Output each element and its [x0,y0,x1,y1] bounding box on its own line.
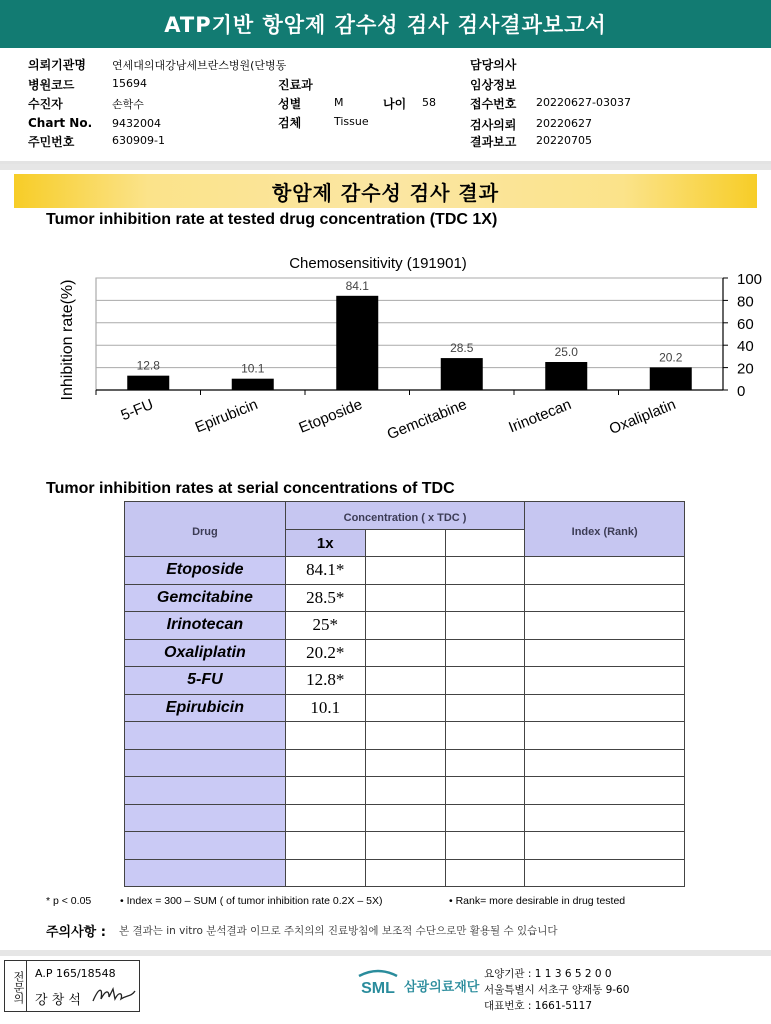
hospital-code-value: 15694 [112,77,147,90]
x-category-label: Oxaliplatin [606,395,679,438]
empty-cell [365,777,445,805]
concentration-1x-header: 1x [285,529,365,557]
result-banner: 항암제 감수성 검사 결과 [14,174,757,208]
rate-1x-cell [285,804,365,832]
rate-1x-cell: 84.1* [285,557,365,585]
empty-cell [525,667,685,695]
care-institution-code: 요양기관 : 1 1 3 6 5 2 0 0 [484,968,612,980]
sex-label: 성별 [278,97,302,111]
empty-cell [445,557,525,585]
drug-name-cell [125,832,286,860]
chemosensitivity-chart [40,248,771,468]
y-tick-label: 100 [737,271,763,288]
rate-1x-cell: 28.5* [285,584,365,612]
table-row [125,584,685,612]
table-row [125,612,685,640]
y-tick-label: 80 [737,293,754,311]
caution-label: 주의사항 : [46,925,106,940]
divider [0,164,771,170]
chart-no-value: 9432004 [112,117,161,130]
bar-etoposide [336,296,378,390]
plot-frame [96,278,723,390]
rate-1x-cell: 25* [285,612,365,640]
id-no-label: 주민번호 [28,135,75,149]
drug-column-header: Drug [125,502,286,557]
empty-cell [445,832,525,860]
empty-cell [525,694,685,722]
drug-name-cell: Irinotecan [125,612,286,640]
age-value: 58 [422,96,436,109]
rate-1x-cell [285,722,365,750]
hospital-code-label: 병원코드 [28,78,75,92]
empty-cell [445,612,525,640]
empty-cell [445,749,525,777]
empty-cell [445,667,525,695]
rate-1x-cell: 12.8* [285,667,365,695]
empty-cell [525,804,685,832]
table-row [125,832,685,860]
institution-label: 의뢰기관명 [28,58,86,72]
drug-name-cell: Gemcitabine [125,584,286,612]
y-tick-label: 20 [737,360,754,378]
rate-1x-cell [285,832,365,860]
drug-name-cell [125,749,286,777]
drug-name-cell: Etoposide [125,557,286,585]
request-date-value: 20220627 [536,117,592,130]
empty-cell [525,612,685,640]
drug-name-cell [125,804,286,832]
bar-epirubicin [232,379,274,390]
logo-text: SML [361,980,395,997]
empty-cell [365,612,445,640]
empty-cell [365,639,445,667]
signature-icon [91,983,137,1007]
bar-5-fu [127,376,169,390]
index-formula-note: • Index = 300 – SUM ( of tumor inhibition rate 0.2X – 5X) [120,895,383,907]
empty-cell [525,859,685,887]
id-no-value: 630909-1 [112,134,165,147]
empty-cell [365,832,445,860]
table-row [125,749,685,777]
org-address: 서울특별시 서초구 양재동 9-60 [484,984,630,996]
report-date-label: 결과보고 [470,135,517,149]
empty-cell [365,557,445,585]
report-title: ATP기반 항암제 감수성 검사 검사결과보고서 [0,0,771,48]
empty-cell [365,667,445,695]
bar-value-label: 12.8 [136,358,160,373]
clinical-info-label: 임상정보 [470,78,517,92]
bar-chart [40,248,771,468]
rate-1x-cell: 10.1 [285,694,365,722]
patient-label: 수진자 [28,97,63,111]
chart-no-label: Chart No. [28,116,93,130]
x-category-label: Irinotecan [506,395,574,437]
empty-cell [365,584,445,612]
concentration-column-header: Concentration ( x TDC ) [285,502,525,530]
sml-logo-icon [356,968,400,998]
empty-cell [365,694,445,722]
table-row [125,694,685,722]
bar-oxaliplatin [650,367,692,390]
empty-cell [525,557,685,585]
empty-cell [525,639,685,667]
institution-value: 연세대의대강남세브란스병원(단병동 [112,59,287,72]
age-label: 나이 [383,97,407,111]
index-rank-column-header: Index (Rank) [525,502,685,557]
empty-cell [525,749,685,777]
empty-cell [445,804,525,832]
concentration-empty-header [445,529,525,557]
empty-cell [445,859,525,887]
table-row [125,804,685,832]
empty-cell [525,832,685,860]
specialist-signature-box [4,960,140,1012]
bar-value-label: 28.5 [450,341,474,356]
table-row [125,667,685,695]
empty-cell [445,694,525,722]
concentration-empty-header [365,529,445,557]
rank-note: • Rank= more desirable in drug tested [449,895,626,907]
receipt-no-value: 20220627-03037 [536,96,631,109]
org-phone: 대표번호 : 1661-5117 [484,1000,593,1012]
caution-text: 본 결과는 in vitro 분석결과 이므로 주치의의 진료방침에 보조적 수단으로만 활용될 수 있습니다 [119,925,558,937]
rate-1x-cell [285,749,365,777]
doctor-name: 강 창 석 [35,993,81,1008]
license-number: A.P 165/18548 [35,967,116,980]
table-row [125,777,685,805]
empty-cell [365,804,445,832]
empty-cell [445,639,525,667]
section1-title: Tumor inhibition rate at tested drug concentration (TDC 1X) [46,211,498,228]
patient-value: 손학수 [112,98,144,111]
bar-irinotecan [545,362,587,390]
drug-name-cell [125,722,286,750]
table-row [125,722,685,750]
empty-cell [525,584,685,612]
report-date-value: 20220705 [536,134,592,147]
doctor-label: 담당의사 [470,58,517,72]
y-tick-label: 60 [737,315,754,333]
bar-value-label: 20.2 [659,350,683,365]
y-tick-label: 0 [737,383,746,400]
empty-cell [445,722,525,750]
org-name: 삼광의료재단 [404,980,480,995]
empty-cell [365,722,445,750]
x-category-label: Epirubicin [192,395,261,437]
empty-cell [365,749,445,777]
drug-name-cell [125,777,286,805]
specialist-label: 전문의 [5,961,27,1011]
sex-value: M [334,96,344,109]
bar-value-label: 10.1 [241,361,265,376]
patient-info-panel [0,48,771,164]
empty-cell [445,584,525,612]
table-row [125,859,685,887]
empty-cell [525,777,685,805]
drug-name-cell: 5-FU [125,667,286,695]
section2-title: Tumor inhibition rates at serial concentrations of TDC [46,480,455,497]
empty-cell [445,777,525,805]
bar-gemcitabine [441,358,483,390]
chart-y-axis-label: Inhibition rate(%) [59,279,76,401]
chart-title: Chemosensitivity (191901) [289,255,467,272]
drug-concentration-table [124,501,685,887]
x-category-label: Gemcitabine [384,395,470,444]
table-row [125,639,685,667]
department-label: 진료과 [278,78,313,92]
empty-cell [525,722,685,750]
drug-name-cell [125,859,286,887]
drug-name-cell: Epirubicin [125,694,286,722]
rate-1x-cell: 20.2* [285,639,365,667]
rate-1x-cell [285,859,365,887]
specimen-value: Tissue [334,115,369,128]
table-row [125,557,685,585]
x-category-label: Etoposide [296,395,365,437]
bar-value-label: 25.0 [554,345,578,359]
bar-value-label: 84.1 [345,278,369,293]
specimen-label: 검체 [278,116,302,130]
rate-1x-cell [285,777,365,805]
request-date-label: 검사의뢰 [470,118,517,132]
p-value-note: * p < 0.05 [46,895,92,907]
drug-name-cell: Oxaliplatin [125,639,286,667]
receipt-no-label: 접수번호 [470,97,517,111]
empty-cell [365,859,445,887]
x-category-label: 5-FU [118,395,156,425]
y-tick-label: 40 [737,338,754,356]
